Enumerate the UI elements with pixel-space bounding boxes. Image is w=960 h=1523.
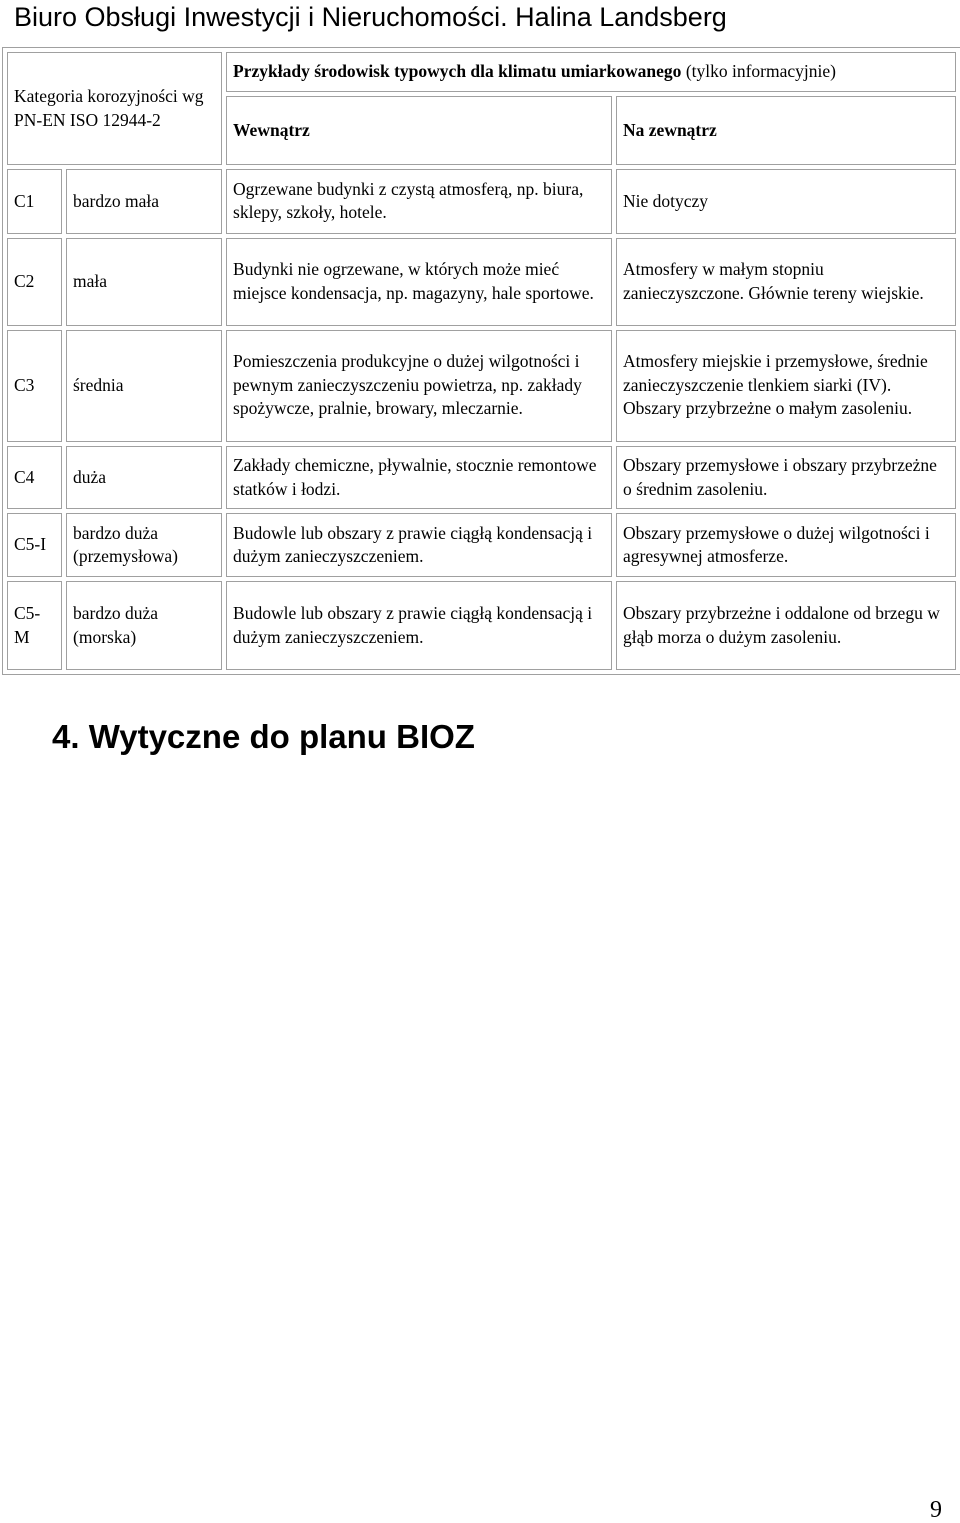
section-heading: 4. Wytyczne do planu BIOZ [52, 718, 475, 755]
inside-header: Wewnątrz [226, 96, 612, 165]
row-inside: Budynki nie ogrzewane, w których może mieć miejsce kondensacja, np. magazyny, hale sportowe. [226, 238, 612, 326]
row-outside: Nie dotyczy [616, 169, 956, 234]
category-header-cell [7, 52, 222, 165]
row-outside: Obszary przemysłowe o dużej wilgotności i agresywnej atmosferze. [616, 513, 956, 577]
examples-header: Przykłady środowisk typowych dla klimatu umiarkowanego [233, 61, 682, 82]
category-header: Kategoria korozyjności wg PN-EN ISO 12944-2 [14, 86, 204, 130]
table-row [7, 446, 956, 510]
examples-header-cell [226, 52, 956, 92]
row-code: C5-M [7, 581, 62, 670]
row-inside: Ogrzewane budynki z czystą atmosferą, np. biura, sklepy, szkoły, hotele. [226, 169, 612, 234]
row-outside: Obszary przemysłowe i obszary przybrzeżne o średnim zasoleniu. [616, 446, 956, 510]
page-header: Biuro Obsługi Inwestycji i Nieruchomości. Halina Landsberg [14, 2, 727, 32]
row-level: średnia [66, 330, 222, 442]
row-inside: Budowle lub obszary z prawie ciągłą kondensacją i dużym zanieczyszczeniem. [226, 581, 612, 670]
corrosivity-table [2, 47, 960, 675]
table-row [7, 330, 956, 442]
row-inside: Pomieszczenia produkcyjne o dużej wilgotności i pewnym zanieczyszczeniu powietrza, np. zakłady spożywcze, pralnie, browary, mleczarnie. [226, 330, 612, 442]
row-level: duża [66, 446, 222, 510]
row-code: C4 [7, 446, 62, 510]
row-outside: Atmosfery w małym stopniu zanieczyszczone. Głównie tereny wiejskie. [616, 238, 956, 326]
row-code: C3 [7, 330, 62, 442]
row-inside: Budowle lub obszary z prawie ciągłą kondensacją i dużym zanieczyszczeniem. [226, 513, 612, 577]
table-row [7, 238, 956, 326]
row-outside: Atmosfery miejskie i przemysłowe, średnie zanieczyszczenie tlenkiem siarki (IV). Obszary przybrzeżne o małym zasoleniu. [616, 330, 956, 442]
row-level: bardzo duża (przemysłowa) [66, 513, 222, 577]
table-row [7, 581, 956, 670]
row-code: C2 [7, 238, 62, 326]
row-inside: Zakłady chemiczne, pływalnie, stocznie remontowe statków i łodzi. [226, 446, 612, 510]
row-level: bardzo duża (morska) [66, 581, 222, 670]
examples-header-note: (tylko informacyjnie) [681, 61, 836, 82]
row-code: C1 [7, 169, 62, 234]
row-level: bardzo mała [66, 169, 222, 234]
table-row [7, 513, 956, 577]
page-number: 9 [930, 1497, 942, 1523]
row-level: mała [66, 238, 222, 326]
table-row [7, 169, 956, 234]
outside-header: Na zewnątrz [616, 96, 956, 165]
row-code: C5-I [7, 513, 62, 577]
row-outside: Obszary przybrzeżne i oddalone od brzegu w głąb morza o dużym zasoleniu. [616, 581, 956, 670]
